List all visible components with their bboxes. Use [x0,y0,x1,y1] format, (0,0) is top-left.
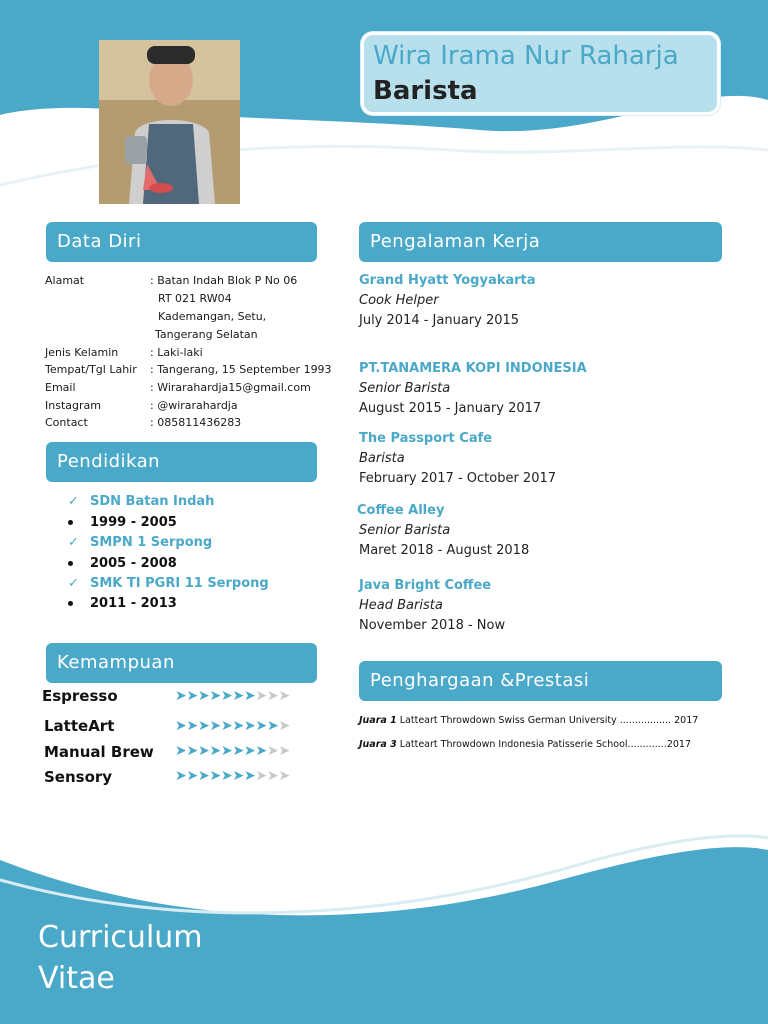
job-role: Head Barista [359,598,443,613]
section-header-data-diri: Data Diri [46,222,317,262]
arrow-right-icon: ➤ [244,718,256,734]
arrow-right-icon: ➤ [209,688,222,704]
arrow-right-icon: ➤ [244,743,256,759]
personal-value: RT 021 RW04 [158,292,232,305]
education-school [68,534,212,552]
job-role: Senior Barista [359,381,451,396]
arrow-right-icon: ➤ [221,688,233,704]
job-period: February 2017 - October 2017 [359,471,557,486]
personal-label: Instagram [45,399,101,412]
award-item [359,739,691,750]
personal-value: : Wirarahardja15@gmail.com [150,381,311,394]
education-years [68,514,177,532]
arrow-right-icon: ➤ [278,718,291,734]
personal-value: : Batan Indah Blok P No 06 [150,274,298,287]
arrow-right-icon: ➤ [175,718,187,734]
arrow-right-icon: ➤ [209,768,222,784]
education-years [68,555,177,573]
arrow-right-icon: ➤ [244,688,256,704]
arrow-right-icon: ➤ [186,743,199,759]
section-header-pengalaman: Pengalaman Kerja [359,222,722,262]
arrow-right-icon: ➤ [232,743,245,759]
section-header-penghargaan: Penghargaan &Prestasi [359,661,722,701]
skill-level-bar [175,718,290,734]
arrow-right-icon: ➤ [232,718,245,734]
arrow-right-icon: ➤ [186,768,199,784]
job-company: PT.TANAMERA KOPI INDONESIA [359,361,587,376]
skill-name: LatteArt [44,717,115,735]
checkmark-icon: ✓ [68,494,79,509]
person-name: Wira Irama Nur Raharja [373,41,679,71]
personal-label: Tempat/Tgl Lahir [45,363,137,376]
education-school-label: SMK TI PGRI 11 Serpong [90,576,269,591]
arrow-right-icon: ➤ [186,718,199,734]
checkmark-icon: ✓ [68,535,79,550]
arrow-right-icon: ➤ [175,743,187,759]
checkmark-icon: ✓ [68,576,79,591]
award-rank: Juara 1 [359,715,397,726]
arrow-right-icon: ➤ [278,688,291,704]
education-years-label: 2005 - 2008 [90,556,177,571]
arrow-right-icon: ➤ [175,688,187,704]
job-period: November 2018 - Now [359,618,506,633]
arrow-right-icon: ➤ [221,768,233,784]
arrow-right-icon: ➤ [175,768,187,784]
job-role: Barista [359,451,405,466]
arrow-right-icon: ➤ [232,768,245,784]
personal-label: Email [45,381,76,394]
personal-value: Kademangan, Setu, [158,310,267,323]
job-period: August 2015 - January 2017 [359,401,542,416]
bullet-icon [68,555,90,573]
job-company: The Passport Cafe [359,431,493,446]
job-title: Barista [373,76,478,106]
arrow-right-icon: ➤ [244,768,256,784]
job-role: Cook Helper [359,293,439,308]
footer-title-line1: Curriculum [38,920,203,955]
education-years-label: 2011 - 2013 [90,596,177,611]
arrow-right-icon: ➤ [186,688,199,704]
award-text: Latteart Throwdown Swiss German University ................. [399,715,672,726]
skill-level-bar [175,768,290,784]
personal-value: : Tangerang, 15 September 1993 [150,363,332,376]
award-text: Latteart Throwdown Indonesia Patisserie School............. [399,739,667,750]
arrow-right-icon: ➤ [267,688,279,704]
arrow-right-icon: ➤ [209,743,222,759]
arrow-right-icon: ➤ [221,743,233,759]
job-company: Grand Hyatt Yogyakarta [359,273,536,288]
footer-title-line2: Vitae [38,961,115,996]
skill-name: Manual Brew [44,743,154,761]
arrow-right-icon: ➤ [255,688,268,704]
arrow-right-icon: ➤ [209,718,222,734]
arrow-right-icon: ➤ [198,688,210,704]
arrow-right-icon: ➤ [267,743,279,759]
footer-title [38,917,203,999]
job-company: Java Bright Coffee [359,578,492,593]
arrow-right-icon: ➤ [255,718,268,734]
profile-photo [99,40,240,204]
personal-label: Jenis Kelamin [45,346,119,359]
education-school-label: SDN Batan Indah [90,494,215,509]
arrow-right-icon: ➤ [278,768,291,784]
personal-value: : Laki-laki [150,346,203,359]
section-header-kemampuan: Kemampuan [46,643,317,683]
skill-level-bar [175,743,290,759]
job-company: Coffee Alley [357,503,445,518]
arrow-right-icon: ➤ [255,743,268,759]
award-item [359,715,698,726]
arrow-right-icon: ➤ [198,768,210,784]
arrow-right-icon: ➤ [278,743,291,759]
personal-value: : 085811436283 [150,416,242,429]
education-school [68,493,214,511]
personal-label: Contact [45,416,88,429]
arrow-right-icon: ➤ [255,768,268,784]
personal-value: : @wirarahardja [150,399,238,412]
education-years [68,595,177,613]
arrow-right-icon: ➤ [267,718,279,734]
arrow-right-icon: ➤ [221,718,233,734]
award-rank: Juara 3 [359,739,397,750]
education-years-label: 1999 - 2005 [90,515,177,530]
bullet-icon [68,595,90,613]
skill-name: Espresso [42,687,118,705]
skill-level-bar [175,688,290,704]
education-school [68,575,269,593]
job-role: Senior Barista [359,523,451,538]
arrow-right-icon: ➤ [198,743,210,759]
arrow-right-icon: ➤ [267,768,279,784]
award-year: 2017 [666,739,691,750]
award-year: 2017 [674,715,699,726]
personal-value: Tangerang Selatan [155,328,258,341]
arrow-right-icon: ➤ [198,718,210,734]
section-header-pendidikan: Pendidikan [46,442,317,482]
bullet-icon [68,514,90,532]
education-school-label: SMPN 1 Serpong [90,535,213,550]
job-period: Maret 2018 - August 2018 [359,543,530,558]
personal-label: Alamat [45,274,85,287]
job-period: July 2014 - January 2015 [359,313,520,328]
arrow-right-icon: ➤ [232,688,245,704]
skill-name: Sensory [44,768,113,786]
name-card [361,32,720,115]
